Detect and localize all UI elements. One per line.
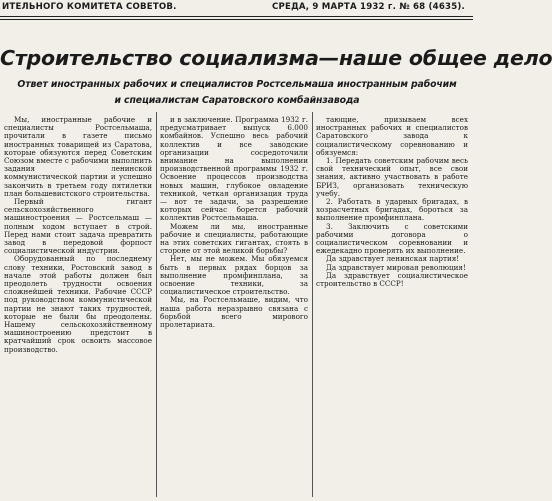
- subheadline-line2: и специалистам Саратовского комбайнзавода: [114, 95, 360, 106]
- paragraph: Мы, на Ростсельмаше, видим, что наша работа неразрывно связана с борьбой всего мирового пролетариата.: [160, 295, 308, 330]
- article-column-2: [160, 116, 308, 496]
- paragraph: Да здравствует социалистическое строительство в СССР!: [316, 270, 468, 289]
- masthead-rule-2: [0, 19, 473, 20]
- paragraph: Нет, мы не можем. Мы обязуемся быть в первых рядах борцов за выполнение промфинплана, за освоение техники, за социалистическое строительство.: [160, 254, 308, 297]
- paragraph: 2. Работать в ударных бригадах, в хозрасчетных бригадах, бороться за выполнение промфинплана.: [316, 197, 468, 223]
- paragraph: Можем ли мы, иностранные рабочие и специалисты, работающие на этих советских гигантах, стоять в стороне от этой великой борьбы?: [160, 221, 308, 256]
- paragraph: Мы, иностранные рабочие и специалисты Ростсельмаша, прочитали в газете письмо иностранных товарищей из Саратова, которые обязуются перед Советским Союзом вместе с рабочими выполнить задания ленинской коммунистической партии и успешно закончить в третьем году пятилетки план большевистского строительства.: [4, 115, 152, 198]
- paragraph: 1. Передать советским рабочим весь свой технический опыт, все свои знания, активно участвовать в работе БРИЗ, организовать техническую учебу.: [316, 156, 468, 198]
- column-divider: [312, 112, 313, 497]
- masthead-rule: [0, 16, 473, 17]
- article-column-3: [316, 116, 468, 496]
- paragraph: Оборудованный по последнему слову техники, Ростовский завод в начале этой работы должен был преодолеть трудности освоения сложнейшей техники. Рабочие СССР под руководством коммунистической партии не знают таких трудностей, которые не были бы преодолены. Нашему сельскохозяйственному машиностроению предстоит в кратчайший срок освоить массовое производство.: [4, 254, 152, 354]
- paragraph: Первый гигант сельскохозяйственного машиностроения — Ростсельмаш — полным ходом вступает в строй. Перед нами стоит задача превратить завод в передовой форпост социалистической индустрии.: [4, 197, 152, 256]
- headline: Строительство социализма—наше общее дело: [0, 46, 552, 70]
- issue-date: СРЕДА, 9 МАРТА 1932 г. № 68 (4635).: [272, 2, 465, 12]
- paragraph: и в заключение. Программа 1932 г. предусматривает выпуск 6.000 комбайнов. Успешно весь рабочий коллектив и все заводские организации сосредоточили внимание на выполнении производственной программы 1932 г. Освоение процессов производства новых машин, глубокое овладение техникой, четкая организация труда — вот те задачи, за разрешение которых сейчас борется рабочий коллектив Ростсельмаша.: [160, 115, 308, 223]
- paragraph: Да здравствует мировая революция!: [326, 262, 466, 272]
- article-column-1: [4, 116, 152, 496]
- masthead-title: ИТЕЛЬНОГО КОМИТЕТА СОВЕТОВ.: [2, 2, 177, 12]
- column-divider: [156, 112, 157, 497]
- paragraph: тающие, призываем всех иностранных рабочих и специалистов Саратовского завода к социалистическому соревнованию и обязуемся:: [316, 115, 468, 157]
- masthead: [0, 2, 473, 14]
- paragraph: 3. Заключить с советскими рабочими договора о социалистическом соревновании и ежедекадно проверять их выполнение.: [316, 221, 468, 256]
- paragraph: Да здравствует ленинская партия!: [326, 254, 460, 264]
- subheadline-line1: Ответ иностранных рабочих и специалистов Ростсельмаша иностранным рабочим: [17, 79, 457, 90]
